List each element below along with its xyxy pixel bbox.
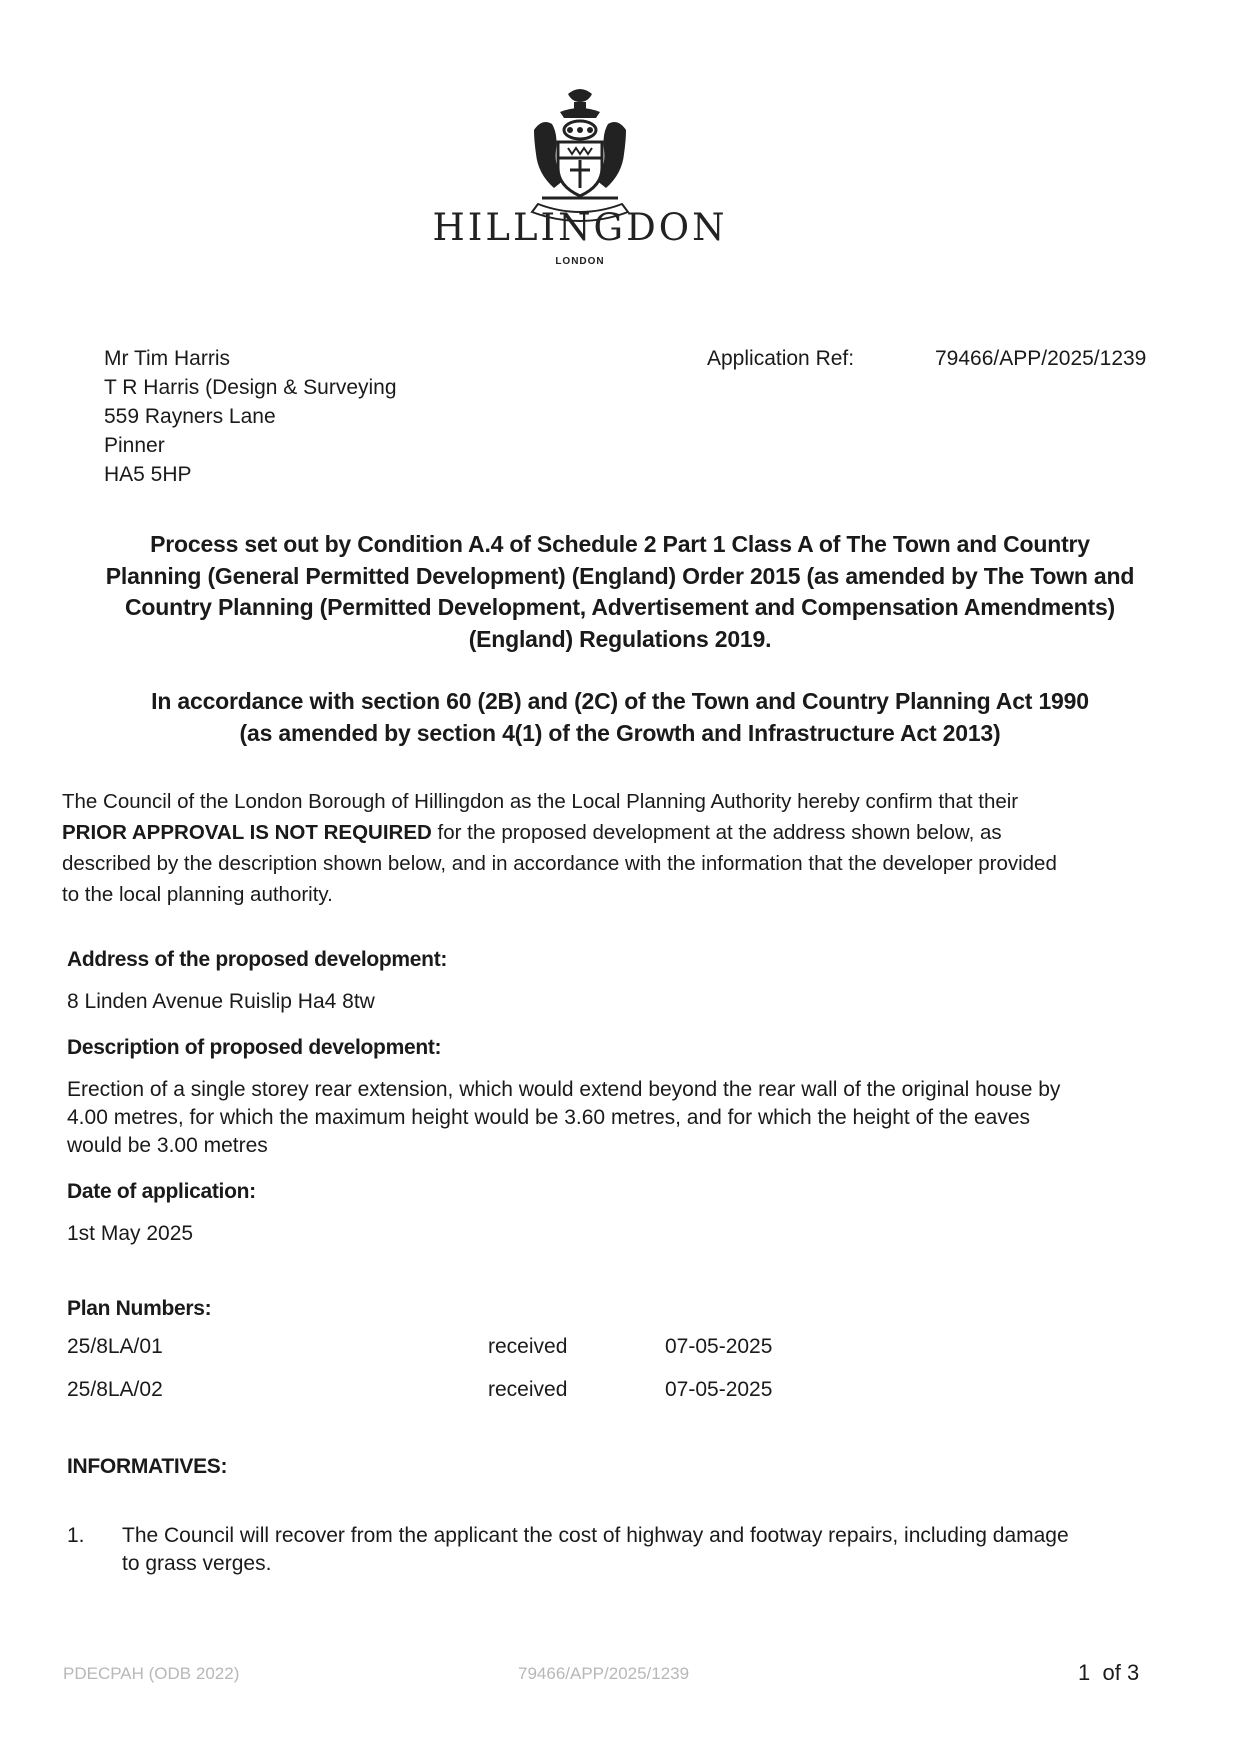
heading-line: In accordance with section 60 (2B) and (2C) of the Town and Country Planning Act 1990: [151, 688, 1089, 714]
heading-line: Process set out by Condition A.4 of Schedule 2 Part 1 Class A of The Town and Country: [150, 531, 1090, 557]
plan-date: 07-05-2025: [665, 1378, 773, 1401]
recipient-line: HA5 5HP: [104, 463, 192, 486]
date-label: Date of application:: [67, 1180, 256, 1203]
paragraph-line: The Council of the London Borough of Hillingdon as the Local Planning Authority hereby confirm that their: [62, 790, 1019, 813]
address-label: Address of the proposed development:: [67, 948, 448, 971]
paragraph-line: [62, 817, 1182, 848]
logo-wordmark: HILLINGDON: [432, 206, 728, 249]
informative-number: 1.: [67, 1524, 85, 1547]
plan-status: received: [488, 1378, 568, 1401]
recipient-line: Pinner: [104, 434, 165, 457]
application-ref-value: 79466/APP/2025/1239: [935, 347, 1147, 370]
address-value: 8 Linden Avenue Ruislip Ha4 8tw: [67, 990, 375, 1013]
legislation-heading: [60, 529, 1180, 655]
recipient-line: Mr Tim Harris: [104, 347, 230, 370]
recipient-address: [104, 344, 397, 489]
recipient-line: T R Harris (Design & Surveying: [104, 376, 397, 399]
page-number: [1078, 1660, 1139, 1686]
informative-line: The Council will recover from the applicant the cost of highway and footway repairs, including damage: [122, 1524, 1069, 1547]
heading-line: Country Planning (Permitted Development, Advertisement and Compensation Amendments): [125, 594, 1115, 620]
description-line: 4.00 metres, for which the maximum height would be 3.60 metres, and for which the height of the eaves: [67, 1106, 1031, 1129]
plans-label: Plan Numbers:: [67, 1297, 212, 1320]
description-line: would be 3.00 metres: [67, 1134, 268, 1157]
heading-line: Planning (General Permitted Development) (England) Order 2015 (as amended by The Town and: [105, 562, 1135, 589]
description-label: Description of proposed development:: [67, 1036, 442, 1059]
paragraph-line: described by the description shown below, and in accordance with the information that the developer provided: [62, 852, 1057, 875]
informative-line: to grass verges.: [122, 1552, 272, 1575]
plan-number: 25/8LA/01: [67, 1335, 163, 1358]
heading-line: (England) Regulations 2019.: [468, 625, 772, 652]
plan-status: received: [488, 1335, 568, 1358]
description-line: Erection of a single storey rear extension, which would extend beyond the rear wall of the original house by: [67, 1078, 1061, 1101]
coat-of-arms-icon: [520, 86, 640, 224]
page-current: 1: [1078, 1660, 1091, 1685]
informative-text: [122, 1522, 1182, 1578]
logo-subname: LONDON: [555, 256, 605, 267]
plan-number: 25/8LA/02: [67, 1378, 163, 1401]
page-total: of 3: [1102, 1660, 1140, 1685]
description-value: [67, 1076, 1060, 1160]
heading-line: (as amended by section 4(1) of the Growth and Infrastructure Act 2013): [239, 719, 1001, 746]
decision-paragraph: [62, 786, 1182, 910]
paragraph-text: for the proposed development at the address shown below, as: [431, 821, 1002, 844]
informatives-label: INFORMATIVES:: [67, 1455, 228, 1478]
application-ref-label: Application Ref:: [707, 347, 855, 370]
plan-date: 07-05-2025: [665, 1335, 773, 1358]
decision-text: PRIOR APPROVAL IS NOT REQUIRED: [62, 821, 432, 844]
footer-reference: 79466/APP/2025/1239: [518, 1664, 690, 1683]
footer-form-code: PDECPAH (ODB 2022): [63, 1664, 240, 1683]
section-heading: [60, 686, 1180, 749]
recipient-line: 559 Rayners Lane: [104, 405, 276, 428]
council-logo: [420, 86, 740, 276]
date-value: 1st May 2025: [67, 1222, 194, 1245]
paragraph-line: to the local planning authority.: [62, 883, 333, 906]
